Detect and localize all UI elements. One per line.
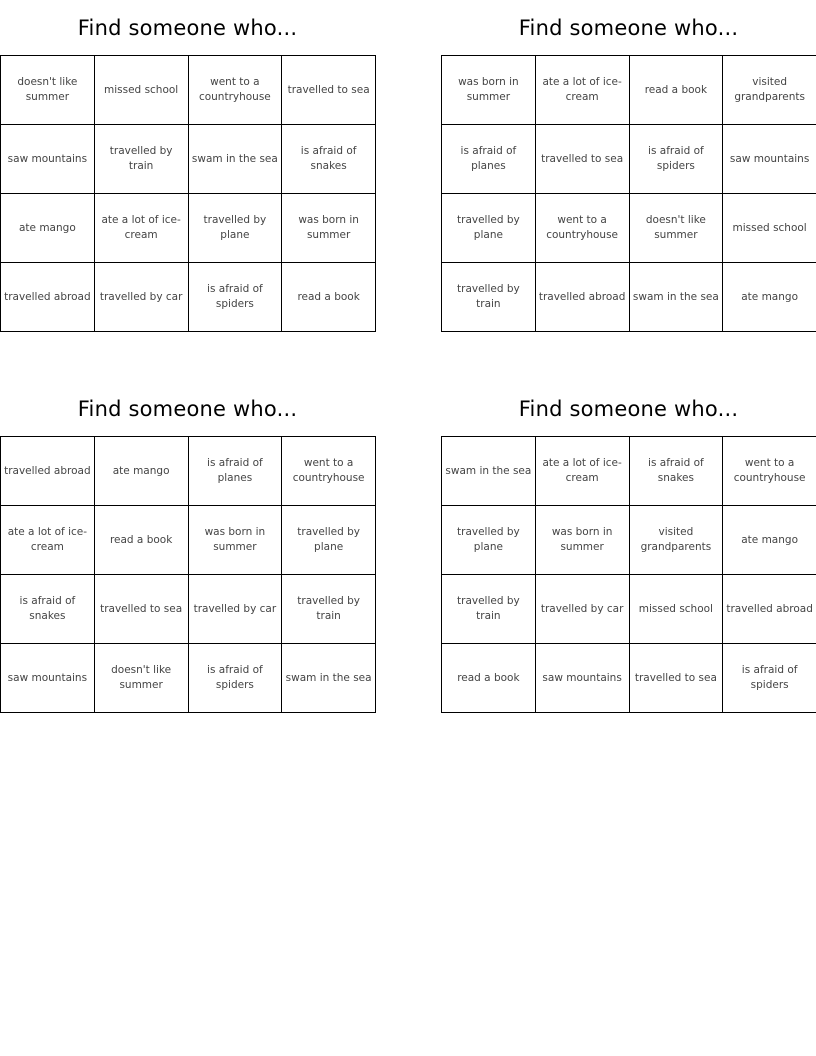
grid-cell: was born in summer: [442, 56, 536, 125]
grid-cell: travelled abroad: [535, 263, 629, 332]
grid-cell: travelled by plane: [282, 506, 376, 575]
grid-cell: travelled abroad: [1, 437, 95, 506]
card-title: Find someone who...: [518, 15, 739, 40]
grid-cell: travelled by train: [442, 575, 536, 644]
grid-cell: read a book: [94, 506, 188, 575]
grid-cell: doesn't like summer: [1, 56, 95, 125]
grid-cell: saw mountains: [1, 644, 95, 713]
grid-cell: is afraid of spiders: [629, 125, 723, 194]
grid-row: [1, 437, 376, 506]
grid-cell: doesn't like summer: [629, 194, 723, 263]
bingo-card-1: [0, 0, 375, 332]
grid-cell: is afraid of snakes: [282, 125, 376, 194]
grid-row: [1, 194, 376, 263]
grid-cell: went to a countryhouse: [282, 437, 376, 506]
bingo-card-2: [441, 0, 816, 332]
grid-row: [442, 506, 816, 575]
card-title: Find someone who...: [518, 396, 739, 421]
grid-cell: swam in the sea: [188, 125, 282, 194]
grid-cell: was born in summer: [188, 506, 282, 575]
grid-row: [1, 125, 376, 194]
grid-cell: travelled by car: [188, 575, 282, 644]
grid-cell: is afraid of snakes: [629, 437, 723, 506]
grid-row: [1, 56, 376, 125]
grid-cell: travelled by train: [282, 575, 376, 644]
grid-cell: travelled by plane: [188, 194, 282, 263]
grid-cell: ate mango: [723, 263, 816, 332]
grid-cell: missed school: [629, 575, 723, 644]
bingo-grid: [0, 436, 376, 713]
grid-cell: travelled abroad: [1, 263, 95, 332]
grid-cell: travelled to sea: [535, 125, 629, 194]
grid-cell: travelled by train: [442, 263, 536, 332]
grid-cell: travelled by car: [535, 575, 629, 644]
grid-cell: travelled to sea: [282, 56, 376, 125]
grid-cell: was born in summer: [282, 194, 376, 263]
grid-cell: went to a countryhouse: [535, 194, 629, 263]
grid-row: [1, 575, 376, 644]
grid-cell: is afraid of planes: [442, 125, 536, 194]
grid-cell: went to a countryhouse: [723, 437, 816, 506]
bingo-grid: [0, 55, 376, 332]
grid-cell: missed school: [94, 56, 188, 125]
grid-cell: ate mango: [723, 506, 816, 575]
grid-cell: ate a lot of ice-cream: [535, 437, 629, 506]
grid-cell: is afraid of spiders: [188, 644, 282, 713]
grid-cell: visited grandparents: [629, 506, 723, 575]
grid-cell: read a book: [282, 263, 376, 332]
grid-cell: ate a lot of ice-cream: [535, 56, 629, 125]
grid-row: [442, 644, 816, 713]
grid-row: [442, 56, 816, 125]
grid-cell: swam in the sea: [629, 263, 723, 332]
grid-cell: saw mountains: [1, 125, 95, 194]
grid-row: [1, 506, 376, 575]
grid-cell: saw mountains: [535, 644, 629, 713]
card-title: Find someone who...: [77, 15, 298, 40]
grid-row: [442, 194, 816, 263]
grid-cell: ate a lot of ice-cream: [1, 506, 95, 575]
bingo-grid: [441, 436, 816, 713]
grid-cell: is afraid of planes: [188, 437, 282, 506]
grid-cell: saw mountains: [723, 125, 816, 194]
grid-cell: went to a countryhouse: [188, 56, 282, 125]
grid-cell: swam in the sea: [442, 437, 536, 506]
grid-cell: swam in the sea: [282, 644, 376, 713]
grid-row: [1, 644, 376, 713]
bingo-card-3: [0, 381, 375, 713]
grid-cell: travelled abroad: [723, 575, 816, 644]
grid-cell: travelled by train: [94, 125, 188, 194]
grid-cell: doesn't like summer: [94, 644, 188, 713]
grid-cell: read a book: [442, 644, 536, 713]
grid-cell: was born in summer: [535, 506, 629, 575]
grid-cell: travelled by car: [94, 263, 188, 332]
grid-row: [442, 575, 816, 644]
grid-cell: missed school: [723, 194, 816, 263]
grid-cell: ate mango: [94, 437, 188, 506]
grid-cell: ate mango: [1, 194, 95, 263]
grid-row: [442, 263, 816, 332]
grid-cell: visited grandparents: [723, 56, 816, 125]
grid-row: [1, 263, 376, 332]
grid-cell: travelled to sea: [94, 575, 188, 644]
grid-cell: is afraid of spiders: [723, 644, 816, 713]
bingo-grid: [441, 55, 816, 332]
grid-cell: ate a lot of ice-cream: [94, 194, 188, 263]
grid-cell: is afraid of snakes: [1, 575, 95, 644]
grid-cell: travelled by plane: [442, 506, 536, 575]
grid-cell: travelled by plane: [442, 194, 536, 263]
grid-cell: is afraid of spiders: [188, 263, 282, 332]
bingo-card-4: [441, 381, 816, 713]
grid-row: [442, 125, 816, 194]
grid-row: [442, 437, 816, 506]
card-title: Find someone who...: [77, 396, 298, 421]
grid-cell: travelled to sea: [629, 644, 723, 713]
grid-cell: read a book: [629, 56, 723, 125]
